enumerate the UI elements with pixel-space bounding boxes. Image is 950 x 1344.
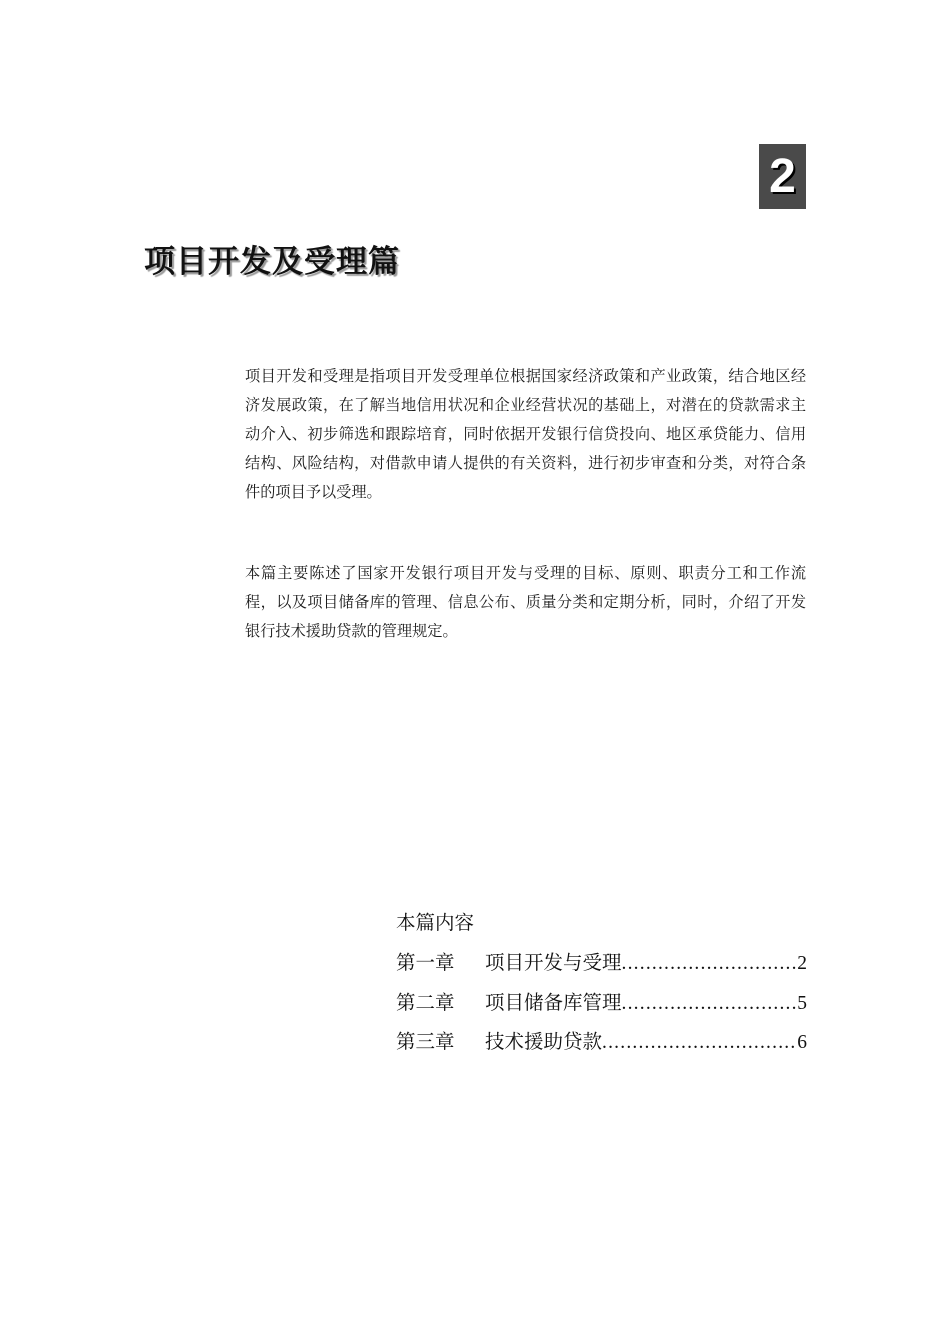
toc-dot-leader (622, 947, 797, 981)
toc-page-number: 2 (797, 953, 807, 974)
toc-chapter-title: 技术援助贷款 (485, 1030, 603, 1053)
table-of-contents (396, 906, 807, 1065)
part-number: 2 (769, 149, 796, 203)
toc-page-number: 6 (797, 1032, 807, 1053)
toc-chapter-title: 项目储备库管理 (485, 990, 622, 1014)
toc-page-number: 5 (797, 992, 807, 1014)
toc-chapter-label: 第一章 (396, 951, 455, 974)
toc-chapter-label: 第三章 (396, 1030, 455, 1053)
intro-paragraph-1: 项目开发和受理是指项目开发受理单位根据国家经济政策和产业政策，结合地区经济发展政策，在了解当地信用状况和企业经营状况的基础上，对潜在的贷款需求主动介入、初步筛选和跟踪培育，同时依据开发银行信贷投向、地区承贷能力、信用结构、风险结构，对借款申请人提供的有关资料，进行初步审查和分类，对符合条件的项目予以受理。 (245, 367, 806, 501)
part-title: 项目开发及受理篇 (144, 244, 400, 280)
toc-entry-chapter-3[interactable] (396, 1025, 807, 1065)
toc-heading: 本篇内容 (396, 911, 475, 934)
toc-entry-chapter-2[interactable] (396, 986, 807, 1026)
intro-paragraph-2: 本篇主要陈述了国家开发银行项目开发与受理的目标、原则、职责分工和工作流程，以及项目储备库的管理、信息公布、质量分类和定期分析，同时，介绍了开发银行技术援助贷款的管理规定。 (245, 564, 806, 640)
toc-dot-leader (622, 987, 797, 1021)
toc-dot-leader (602, 1026, 796, 1060)
toc-entry-chapter-1[interactable] (396, 946, 807, 986)
part-number-badge (759, 144, 806, 209)
toc-chapter-label: 第二章 (396, 990, 455, 1014)
toc-chapter-title: 项目开发与受理 (485, 951, 622, 974)
